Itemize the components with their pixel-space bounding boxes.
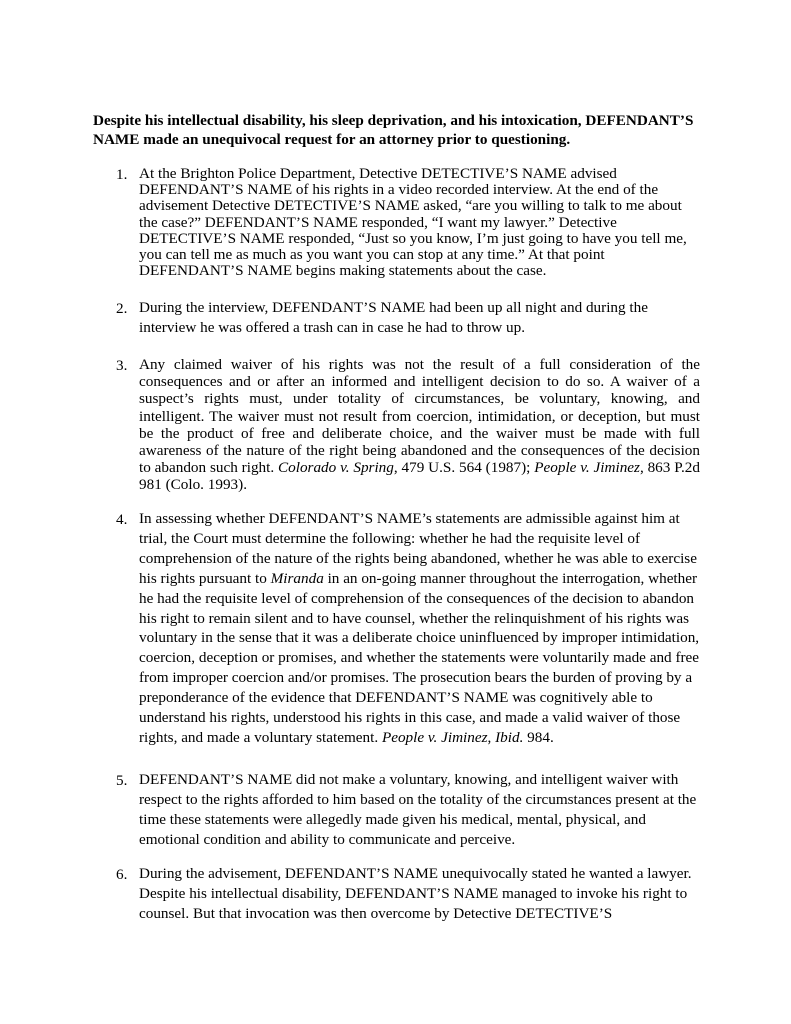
- item-3-text-b: , 479 U.S. 564 (1987);: [393, 459, 531, 477]
- item-4-citation-3: Ibid.: [495, 728, 524, 746]
- item-number-4: 4.: [116, 511, 128, 528]
- item-4-text: [139, 509, 700, 748]
- item-4-text-c: ,: [487, 728, 492, 746]
- item-4-citation-1: Miranda: [270, 569, 324, 587]
- item-3-text-c: , 863 P.2d 981 (Colo. 1993).: [139, 459, 700, 494]
- item-4-citation-2: People v. Jiminez: [381, 728, 488, 746]
- section-heading: Despite his intellectual disability, his sleep deprivation, and his intoxication, DEFENDANT’S NAME made an unequivocal request for an attorney prior to questioning.: [93, 112, 694, 148]
- item-number-5: 5.: [116, 772, 128, 789]
- item-5-text: DEFENDANT’S NAME did not make a voluntary, knowing, and intelligent waiver with respect to the rights afforded to him based on the totality of the circumstances present at the time these statements were allegedly made given his medical, mental, physical, and emotional condition and ability to communicate and perceive.: [139, 771, 697, 848]
- item-6-text: During the advisement, DEFENDANT’S NAME unequivocally stated he wanted a lawyer. Despite his intellectual disability, DEFENDANT’S NAME managed to invoke his right to counsel. But that invocation was then overcome by Detective DETECTIVE’S: [139, 865, 692, 922]
- item-number-3: 3.: [116, 357, 128, 374]
- item-4-text-d: 984.: [527, 728, 554, 746]
- item-4-text-a: In assessing whether DEFENDANT’S NAME’s statements are admissible against him at trial, the Court must determine the following: whether he had the requisite level of comprehension of the nature of the rights being abandoned, whether he was able to exercise his rights pursuant to: [139, 510, 697, 587]
- item-3-text-a: Any claimed waiver of his rights was not the result of a full consideration of the consequences and or after an informed and intelligent decision to do so. A waiver of a suspect’s rights must, under totality of circumstances, be voluntary, knowing, and intelligent. The waiver must not result from coercion, intimidation, or deception, but must be the product of free and deliberate choice, and the waiver must be made with full awareness of the nature of the right being abandoned and the consequences of the decision to abandon such right.: [139, 356, 700, 477]
- item-3-citation-1: Colorado v. Spring: [278, 459, 394, 477]
- item-3-citation-2: People v. Jiminez: [534, 459, 640, 477]
- item-number-6: 6.: [116, 866, 128, 883]
- item-4-text-b: in an on-going manner throughout the interrogation, whether he had the requisite level of comprehension of the consequences of the decision to abandon his right to remain silent and to have counsel, whether the relinquishment of his rights was voluntary in the sense that it was a deliberate choice uninfluenced by improper intimidation, coercion, deception or promises, and whether the statements were voluntarily made and free from improper coercion and/or promises. The prosecution bears the burden of proving by a preponderance of the evidence that DEFENDANT’S NAME was cognitively able to understand his rights, understood his rights in this case, and made a valid waiver of those rights, and made a voluntary statement.: [139, 569, 700, 746]
- item-2-text: During the interview, DEFENDANT’S NAME had been up all night and during the interview he was offered a trash can in case he had to throw up.: [139, 299, 648, 336]
- item-number-1: 1.: [116, 166, 128, 183]
- item-1-text: At the Brighton Police Department, Detective DETECTIVE’S NAME advised DEFENDANT’S NAME of his rights in a video recorded interview. At the end of the advisement Detective DETECTIVE’S NAME asked, “are you willing to talk to me about the case?” DEFENDANT’S NAME responded, “I want my lawyer.” Detective DETECTIVE’S NAME responded, “Just so you know, I’m just going to have you tell me, you can tell me as much as you want you can stop at any time.” At that point DEFENDANT’S NAME begins making statements about the case.: [139, 165, 687, 280]
- item-3-text: [139, 356, 700, 494]
- item-number-2: 2.: [116, 300, 128, 317]
